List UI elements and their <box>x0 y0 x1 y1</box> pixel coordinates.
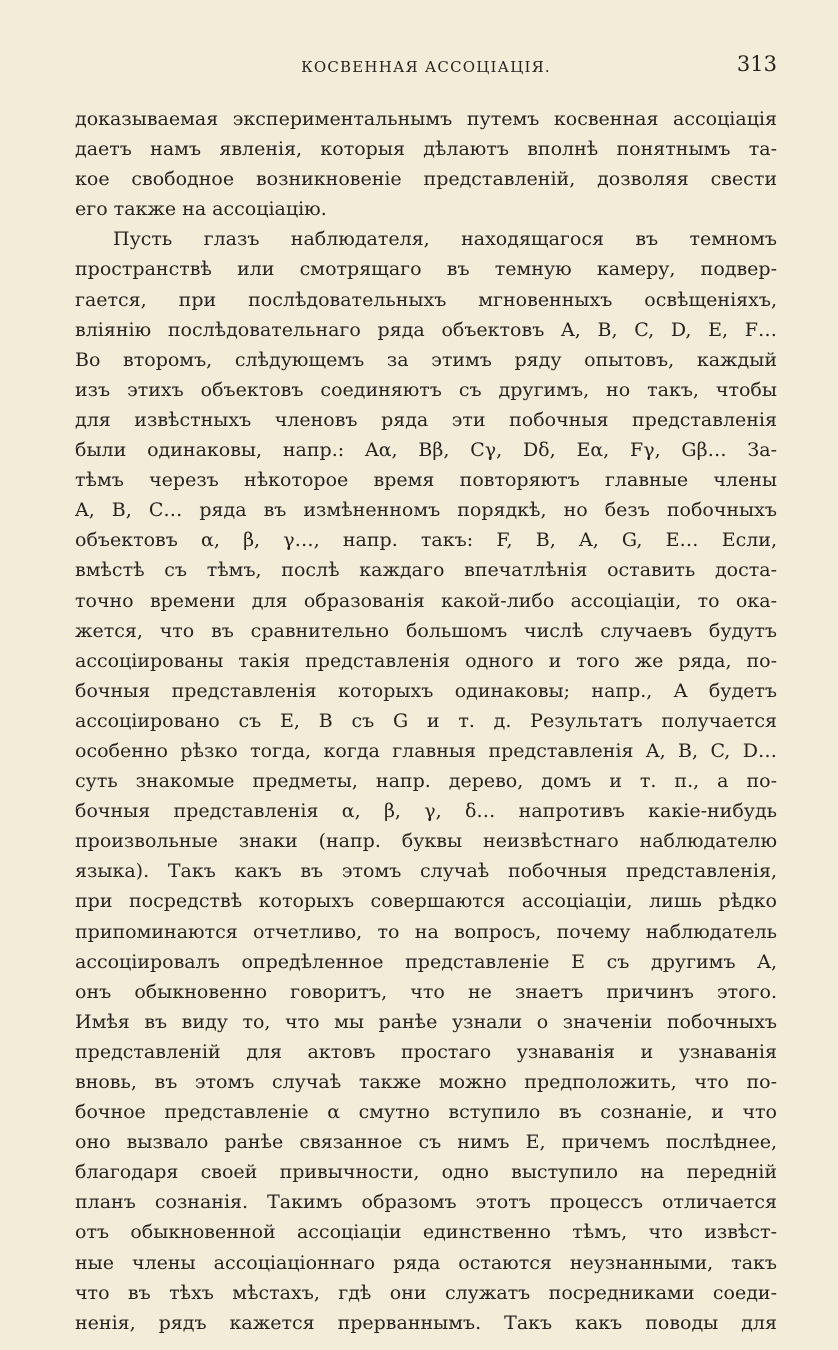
text-line: отъ обыкновенной ассоціаціи единственно тѣмъ, что извѣст- <box>75 1221 777 1244</box>
text-line: Во второмъ, слѣдующемъ за этимъ ряду опытовъ, каждый <box>75 348 777 371</box>
text-line: при посредствѣ которыхъ совершаются ассоціаціи, лишь рѣдко <box>75 890 777 913</box>
text-line: онъ обыкновенно говоритъ, что не знаетъ причинъ этого. <box>75 980 777 1003</box>
text-line: пространствѣ или смотрящаго въ темную камеру, подвер- <box>75 258 777 281</box>
text-line: оно вызвало ранѣе связанное съ нимъ E, причемъ послѣднее, <box>75 1131 777 1154</box>
text-line: даетъ намъ явленія, которыя дѣлаютъ вполнѣ понятнымъ та- <box>75 138 777 161</box>
text-line: вліянію послѣдовательнаго ряда объектовъ A, B, C, D, E, F… <box>75 318 777 341</box>
text-line: тѣмъ черезъ нѣкоторое время повторяютъ главные члены <box>75 469 777 492</box>
running-header <box>75 52 777 82</box>
text-line: кое свободное возникновеніе представленій, дозволяя свести <box>75 168 777 191</box>
text-line: бочное представленіе α смутно вступило въ сознаніе, и что <box>75 1101 777 1124</box>
text-line: ассоціированы такія представленія одного и того же ряда, по- <box>75 649 777 672</box>
text-line: объектовъ α, β, γ…, напр. такъ: F, B, A, G, E… Если, <box>75 529 777 552</box>
text-line: ные члены ассоціаціоннаго ряда остаются неузнанными, такъ <box>75 1251 777 1274</box>
text-line: вновь, въ этомъ случаѣ также можно предположить, что по- <box>75 1071 777 1093</box>
text-line: ненія, рядъ кажется прерваннымъ. Такъ какъ поводы для <box>75 1311 777 1334</box>
text-line: A, B, C… ряда въ измѣненномъ порядкѣ, но безъ побочныхъ <box>75 499 777 522</box>
text-line: суть знакомые предметы, напр. дерево, домъ и т. п., а по- <box>75 770 777 793</box>
text-line: ассоціировалъ опредѣленное представленіе E съ другимъ A, <box>75 950 777 973</box>
text-line: вмѣстѣ съ тѣмъ, послѣ каждаго впечатлѣнія оставить доста- <box>75 559 777 582</box>
text-line: Имѣя въ виду то, что мы ранѣе узнали о значеніи побочныхъ <box>75 1010 777 1033</box>
text-line: представленій для актовъ простаго узнаванія и узнаванія <box>75 1040 777 1063</box>
text-line: языка). Такъ какъ въ этомъ случаѣ побочныя представленія, <box>75 860 777 883</box>
body-text <box>75 104 777 1338</box>
text-line: жется, что въ сравнительно большомъ числѣ случаевъ будутъ <box>75 619 777 642</box>
text-line: особенно рѣзко тогда, когда главныя представленія A, B, C, D… <box>75 739 777 762</box>
text-line: гается, при послѣдовательныхъ мгновенныхъ освѣщеніяхъ, <box>75 288 777 311</box>
text-line: бочныя представленія которыхъ одинаковы; напр., A будетъ <box>75 679 777 702</box>
text-line: его также на ассоціацію. <box>75 198 327 221</box>
text-line: изъ этихъ объектовъ соединяютъ съ другимъ, но такъ, чтобы <box>75 378 777 401</box>
text-line: произвольные знаки (напр. буквы неизвѣстнаго наблюдателю <box>75 830 777 853</box>
text-line: что въ тѣхъ мѣстахъ, гдѣ они служатъ посредниками соеди- <box>75 1281 777 1304</box>
text-line: припоминаются отчетливо, то на вопросъ, почему наблюдатель <box>75 920 777 943</box>
text-line: планъ сознанія. Такимъ образомъ этотъ процессъ отличается <box>75 1191 777 1214</box>
text-line: для извѣстныхъ членовъ ряда эти побочныя представленія <box>75 408 777 431</box>
running-title: КОСВЕННАЯ АССОЦІАЦІЯ. <box>301 58 551 76</box>
text-line: Пусть глазъ наблюдателя, находящагося въ темномъ <box>113 228 777 251</box>
text-line: бочныя представленія α, β, γ, δ… напротивъ какіе-нибудь <box>75 800 777 823</box>
page-number: 313 <box>736 52 777 76</box>
text-line: ассоціировано съ E, B съ G и т. д. Результатъ получается <box>75 709 777 732</box>
text-line: благодаря своей привычности, одно выступило на передній <box>75 1161 777 1184</box>
text-line: были одинаковы, напр.: Aα, Bβ, Cγ, Dδ, Eα, Fγ, Gβ… За- <box>75 439 777 462</box>
text-line: точно времени для образованія какой-либо ассоціаціи, то ока- <box>75 589 777 612</box>
text-line: доказываемая экспериментальнымъ путемъ косвенная ассоціація <box>75 108 777 130</box>
